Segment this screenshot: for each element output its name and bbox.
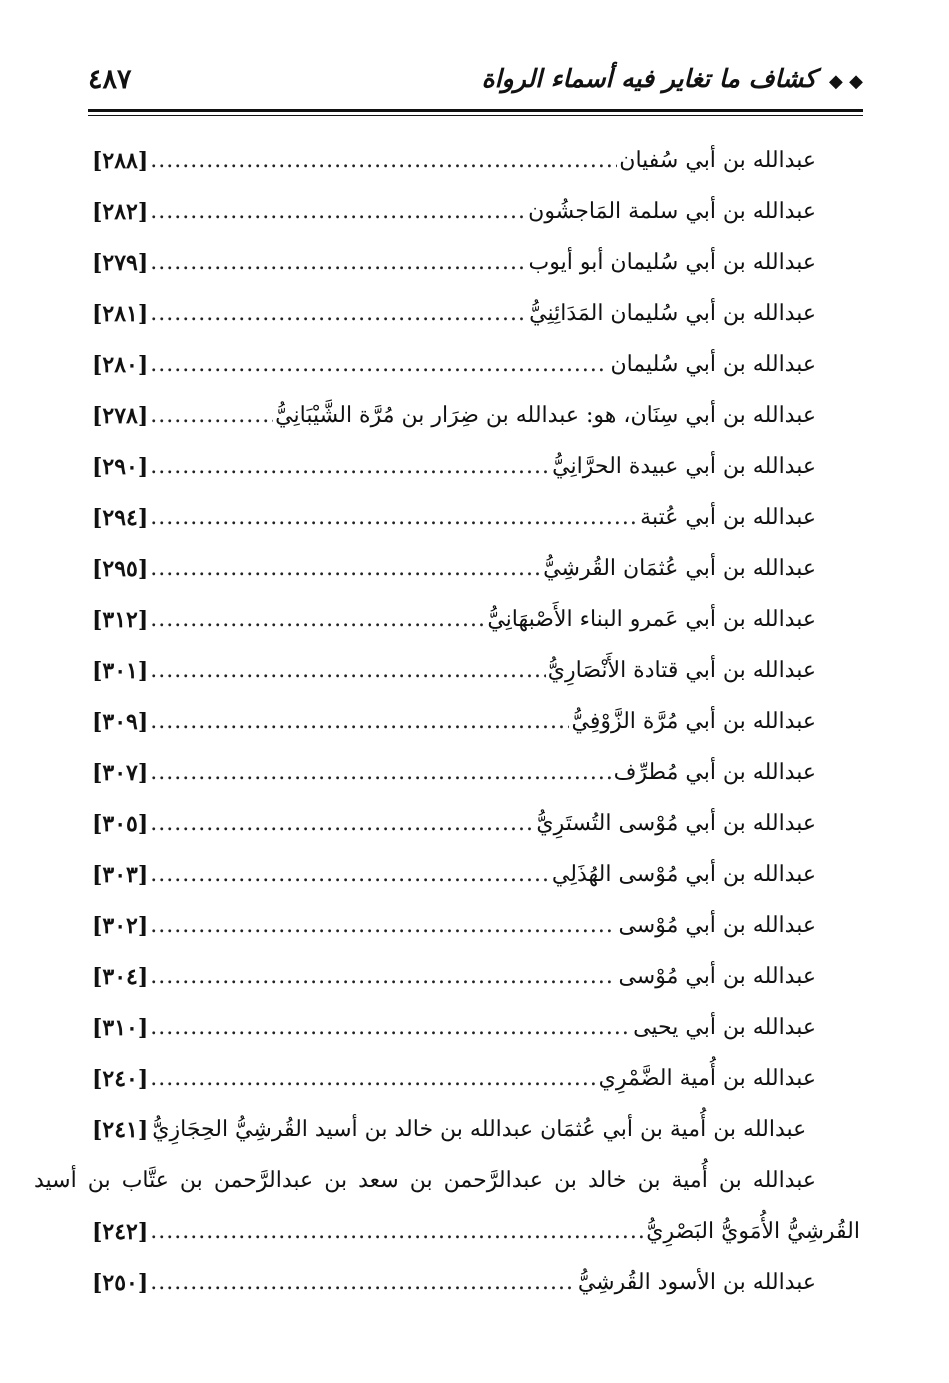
index-entry: [92, 135, 816, 186]
entry-number: [٢٨٠]: [92, 351, 149, 378]
entry-number: [٣٠٣]: [92, 861, 149, 888]
entry-name: عبدالله بن أبي مُطرِّف: [613, 760, 816, 785]
entry-name: عبدالله بن أبي سِنَان، هو: عبدالله بن ضِرَار بن مُرَّة الشَّيْبَانِيُّ: [275, 403, 816, 428]
dot-leader: [150, 709, 569, 734]
entry-number: [٢٨٢]: [92, 198, 149, 225]
index-entry: [92, 1104, 816, 1155]
diamond-bullets-icon: ◆ ◆: [829, 71, 863, 92]
header-rule-thin: [88, 115, 863, 116]
dot-leader: [150, 556, 541, 581]
entry-number: [٣٠١]: [92, 657, 149, 684]
entry-name-line1: عبدالله بن أُمية بن خالد بن عبدالرَّحمن بن سعد بن عبدالرَّحمن بن عتَّاب بن أسيد: [34, 1168, 816, 1193]
entry-name: عبدالله بن أبي عَمرو البناء الأَصْبهَانِيُّ: [487, 607, 816, 632]
entry-number: [٣٠٥]: [92, 810, 149, 837]
entry-name: عبدالله بن أُمية بن أبي عُثمَان عبدالله بن خالد بن أسيد القُرشِيُّ الحِجَازِيُّ: [152, 1117, 807, 1142]
entry-name: عبدالله بن أبي سُليمان المَدَائِنِيُّ: [529, 301, 816, 326]
index-entry: [92, 1002, 816, 1053]
entry-number: [٢٩٤]: [92, 504, 149, 531]
entry-name: عبدالله بن أبي عُثمَان القُرشِيُّ: [543, 556, 816, 581]
entry-number: [٢٩٥]: [92, 555, 149, 582]
index-entry: [92, 798, 816, 849]
index-entry: [92, 441, 816, 492]
dot-leader: [150, 964, 616, 989]
entry-name: عبدالله بن أبي مُوْسى: [618, 964, 816, 989]
index-entry-continued-line: [34, 1155, 816, 1206]
dot-leader: [150, 607, 485, 632]
entry-number: [٢٤١]: [92, 1116, 149, 1143]
index-entry: [92, 390, 816, 441]
entry-name: عبدالله بن أُمية الضَّمْرِي: [598, 1066, 816, 1091]
entry-name: عبدالله بن أبي قتادة الأَنْصَارِيُّ: [547, 658, 816, 683]
index-entry: [92, 1206, 860, 1257]
index-entry: [92, 594, 816, 645]
entry-number: [٢٥٠]: [92, 1269, 149, 1296]
index-entry: [92, 1257, 816, 1308]
dot-leader: [150, 1015, 631, 1040]
index-entry: [92, 1053, 816, 1104]
entry-name-line2: القُرشِيُّ الأُمَويُّ البَصْرِيُّ: [646, 1219, 860, 1244]
dot-leader: [150, 199, 526, 224]
entry-name: عبدالله بن أبي سلمة المَاجشُون: [528, 199, 816, 224]
entry-number: [٢٧٩]: [92, 249, 149, 276]
dot-leader: [150, 301, 527, 326]
entry-name: عبدالله بن أبي مُرَّة الزَّوْفِيُّ: [571, 709, 816, 734]
entry-number: [٣٠٩]: [92, 708, 149, 735]
dot-leader: [150, 250, 526, 275]
entry-number: [٣٠٢]: [92, 912, 149, 939]
index-entry: [92, 543, 816, 594]
dot-leader: [150, 1270, 576, 1295]
entry-number: [٢٧٨]: [92, 402, 149, 429]
index-entry: [92, 645, 816, 696]
entry-number: [٣١٠]: [92, 1014, 149, 1041]
entry-name: عبدالله بن الأسود القُرشِيُّ: [577, 1270, 816, 1295]
index-entry: [92, 951, 816, 1002]
book-title: كشاف ما تغاير فيه أسماء الرواة: [481, 64, 817, 93]
entry-name: عبدالله بن أبي سُفيان: [619, 148, 816, 173]
dot-leader: [150, 454, 550, 479]
entry-name: عبدالله بن أبي مُوْسى: [618, 913, 816, 938]
entry-number: [٣١٢]: [92, 606, 149, 633]
index-entry: [92, 339, 816, 390]
entry-name: عبدالله بن أبي سُليمان أبو أيوب: [528, 250, 816, 275]
entry-number: [٢٤٠]: [92, 1065, 149, 1092]
dot-leader: [150, 1219, 644, 1244]
entry-number: [٣٠٧]: [92, 759, 149, 786]
index-entry: [92, 288, 816, 339]
running-header: [88, 62, 863, 106]
entry-name: عبدالله بن أبي مُوْسى الهُذَلِي: [551, 862, 816, 887]
header-rule-thick: [88, 109, 863, 112]
dot-leader: [150, 403, 273, 428]
entry-name: عبدالله بن أبي عبيدة الحرَّانِيُّ: [552, 454, 816, 479]
index-entry: [92, 900, 816, 951]
dot-leader: [150, 505, 638, 530]
entry-name: عبدالله بن أبي يحيى: [633, 1015, 816, 1040]
entry-number: [٢٩٠]: [92, 453, 149, 480]
entry-number: [٢٤٢]: [92, 1218, 149, 1245]
index-entry: [92, 186, 816, 237]
index-entry: [92, 849, 816, 900]
index-entry: [92, 747, 816, 798]
dot-leader: [150, 862, 550, 887]
dot-leader: [150, 913, 616, 938]
index-list: [34, 135, 860, 1308]
dot-leader: [150, 1066, 596, 1091]
index-entry: [92, 696, 816, 747]
index-entry: [92, 492, 816, 543]
dot-leader: [150, 760, 611, 785]
dot-leader: [150, 352, 608, 377]
header-title-block: [482, 64, 863, 93]
dot-leader: [150, 658, 545, 683]
entry-name: عبدالله بن أبي عُتبة: [640, 505, 816, 530]
entry-number: [٢٨٨]: [92, 147, 149, 174]
dot-leader: [150, 148, 617, 173]
entry-name: عبدالله بن أبي سُليمان: [610, 352, 816, 377]
page-number: ٤٨٧: [88, 64, 132, 95]
entry-number: [٢٨١]: [92, 300, 149, 327]
entry-name: عبدالله بن أبي مُوْسى التُستَرِيُّ: [536, 811, 816, 836]
index-entry: [92, 237, 816, 288]
entry-number: [٣٠٤]: [92, 963, 149, 990]
dot-leader: [150, 811, 534, 836]
